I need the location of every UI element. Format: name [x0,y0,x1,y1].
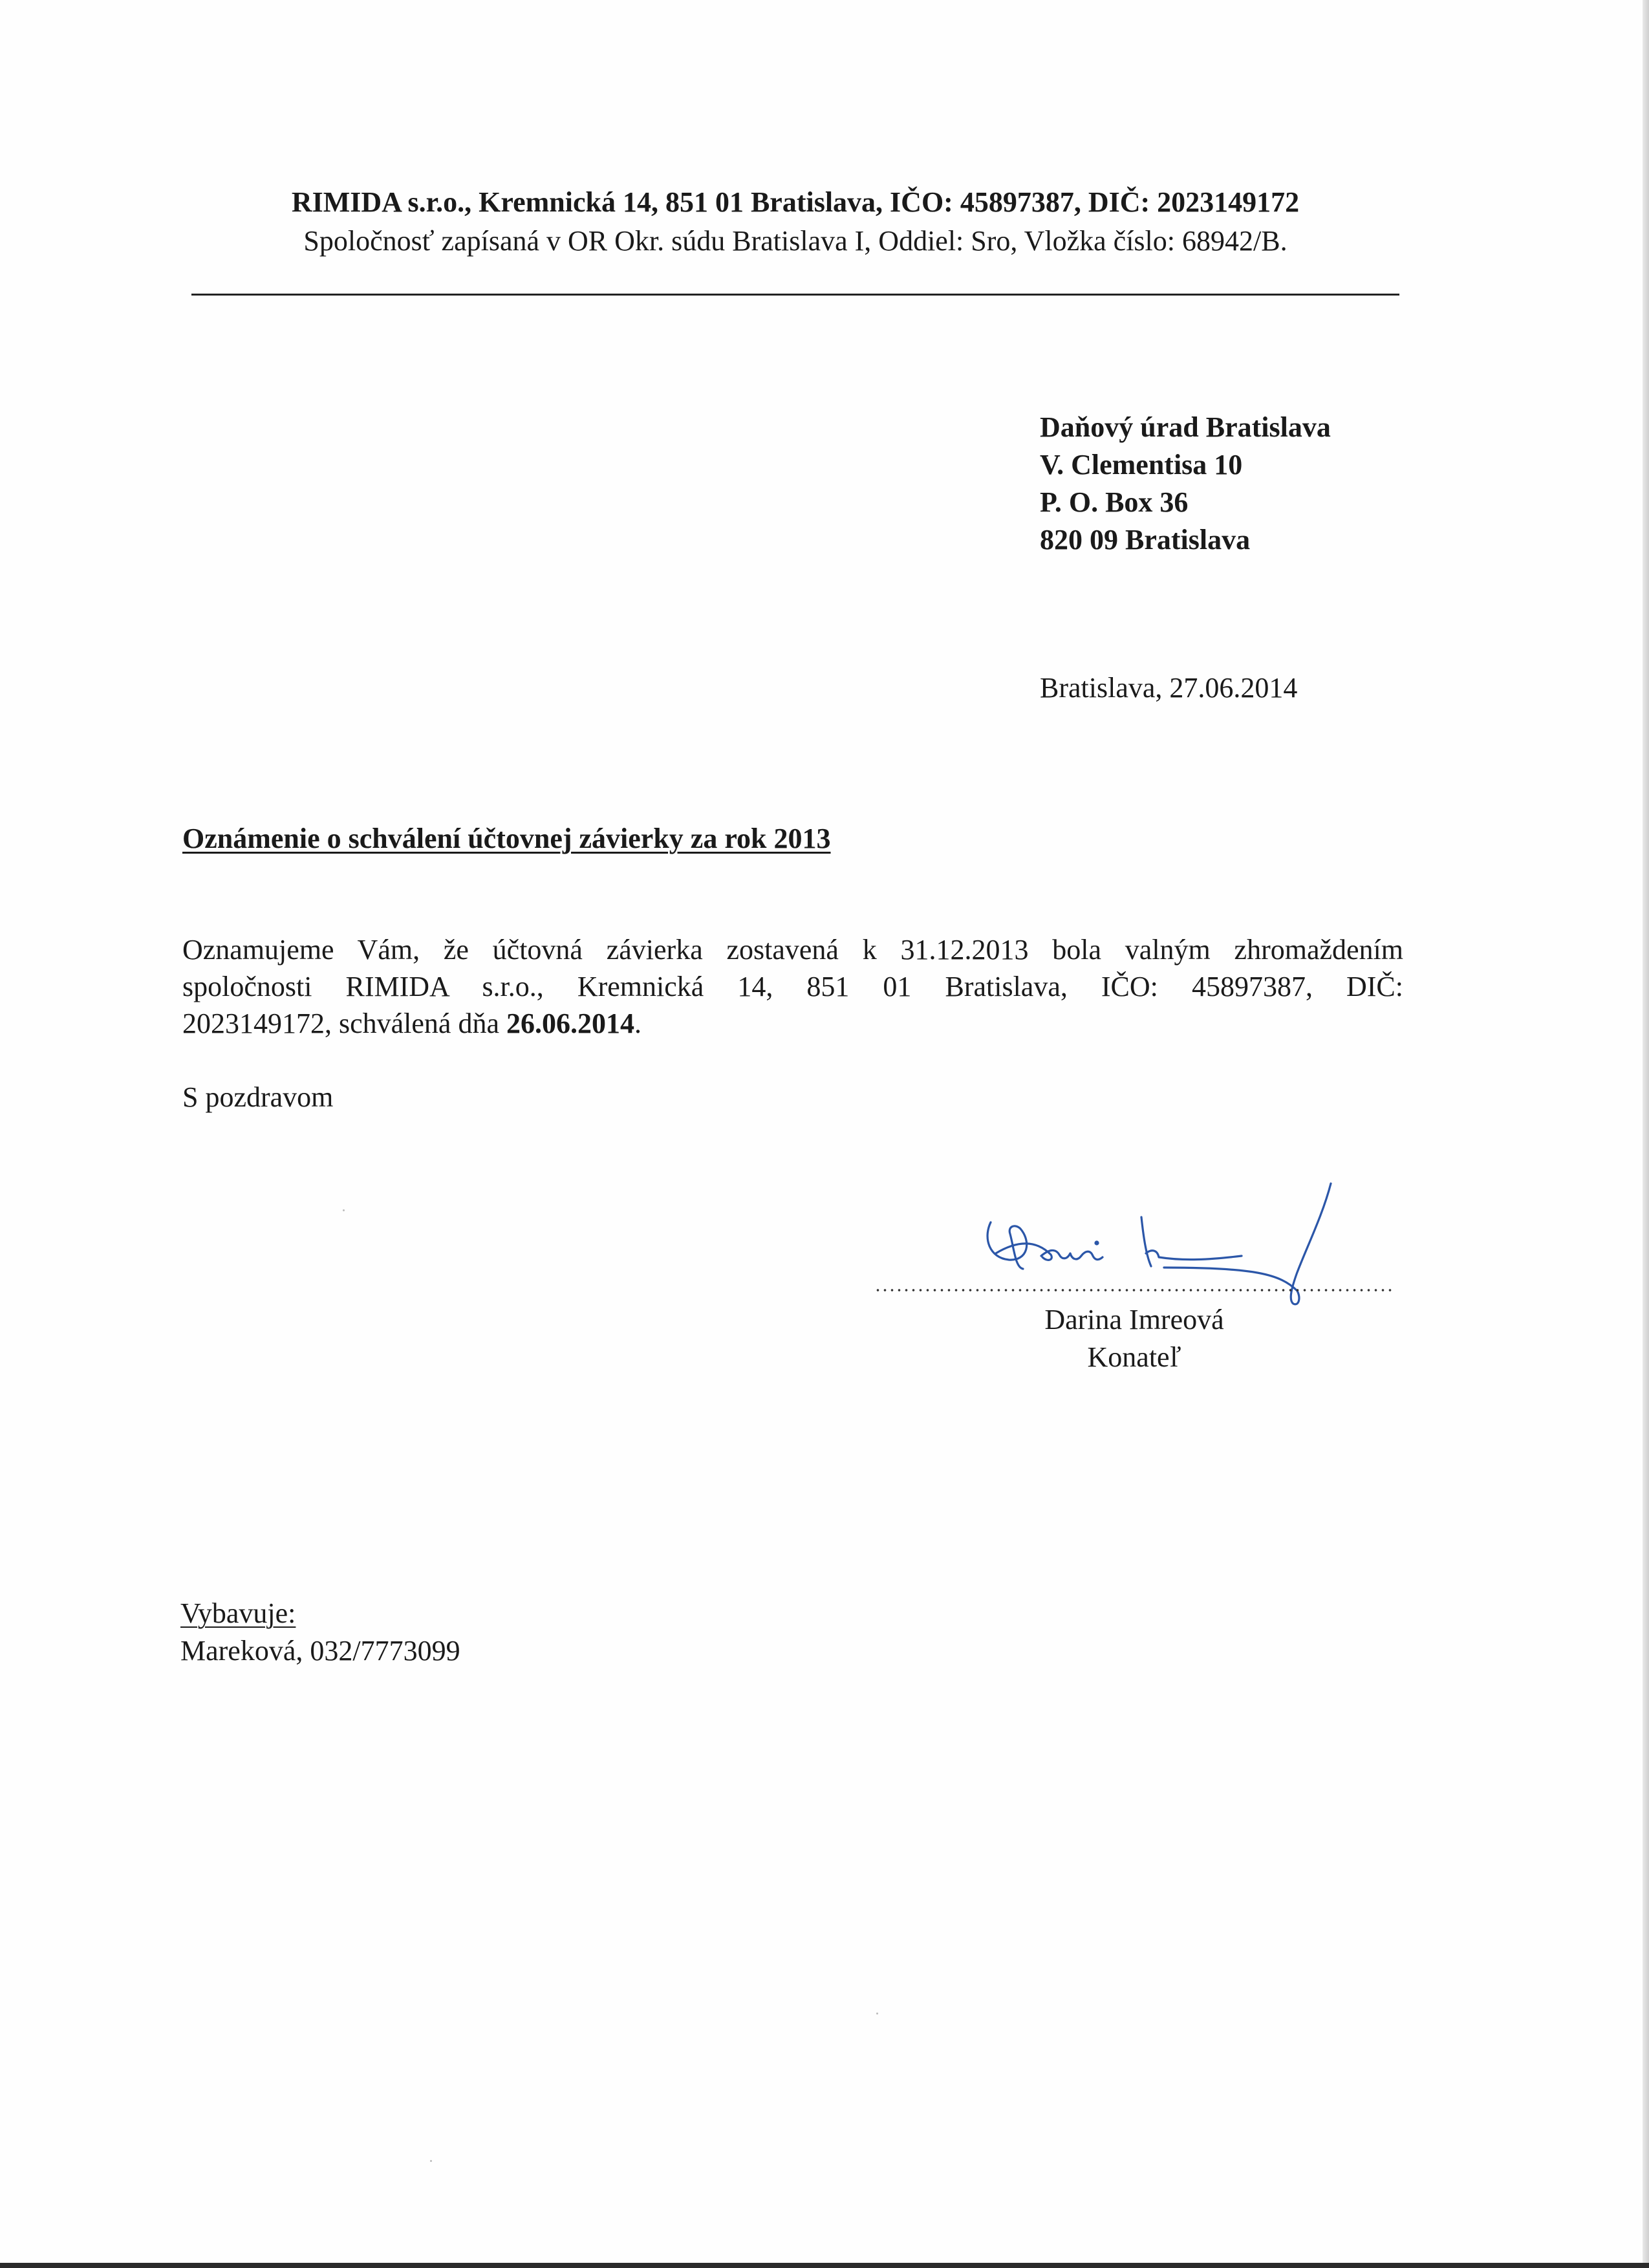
recipient-city: 820 09 Bratislava [1040,524,1251,556]
company-line: RIMIDA s.r.o., Kremnická 14, 851 01 Bratislava, IČO: 45897387, DIČ: 2023149172 [291,186,1300,218]
scan-speck [430,2160,432,2162]
signature-strokes [987,1183,1331,1304]
scan-speck [343,1209,345,1211]
body-line-3 [182,1005,1403,1042]
header-divider [191,294,1399,296]
signature-dotted-line [874,1288,1394,1292]
signatory-role: Konateľ [1087,1341,1181,1373]
body-line-1: Oznamujeme Vám, že účtovná závierka zostavená k 31.12.2013 bola valným zhromaždením [182,934,1403,966]
recipient-name: Daňový úrad Bratislava [1040,411,1331,443]
letter-date: Bratislava, 27.06.2014 [1040,672,1298,704]
letterhead [188,183,1403,261]
body-line-3-suffix: . [634,1008,641,1039]
scan-speck [876,2013,878,2014]
handler-contact: Mareková, 032/7773099 [180,1635,460,1667]
scan-edge-right [1643,0,1649,2268]
greeting: S pozdravom [182,1081,334,1113]
handler-label: Vybavuje: [180,1597,296,1629]
registry-line: Spoločnosť zapísaná v OR Okr. súdu Bratislava I, Oddiel: Sro, Vložka číslo: 68942/B. [303,225,1288,257]
handwritten-signature [970,1177,1358,1313]
signatory-block [874,1301,1394,1376]
recipient-address [1040,409,1331,559]
body-line-3-prefix: 2023149172, schválená dňa [182,1008,506,1039]
body-line-2: spoločnosti RIMIDA s.r.o., Kremnická 14, 851 01 Bratislava, IČO: 45897387, DIČ: [182,971,1403,1002]
recipient-po-box: P. O. Box 36 [1040,486,1189,518]
scan-edge-bottom [0,2263,1649,2268]
letter-body [182,931,1403,1042]
signatory-name: Darina Imreová [1044,1304,1224,1335]
approval-date: 26.06.2014 [506,1008,634,1039]
letter-subject: Oznámenie o schválení účtovnej závierky za rok 2013 [182,823,831,854]
recipient-street: V. Clementisa 10 [1040,449,1243,481]
